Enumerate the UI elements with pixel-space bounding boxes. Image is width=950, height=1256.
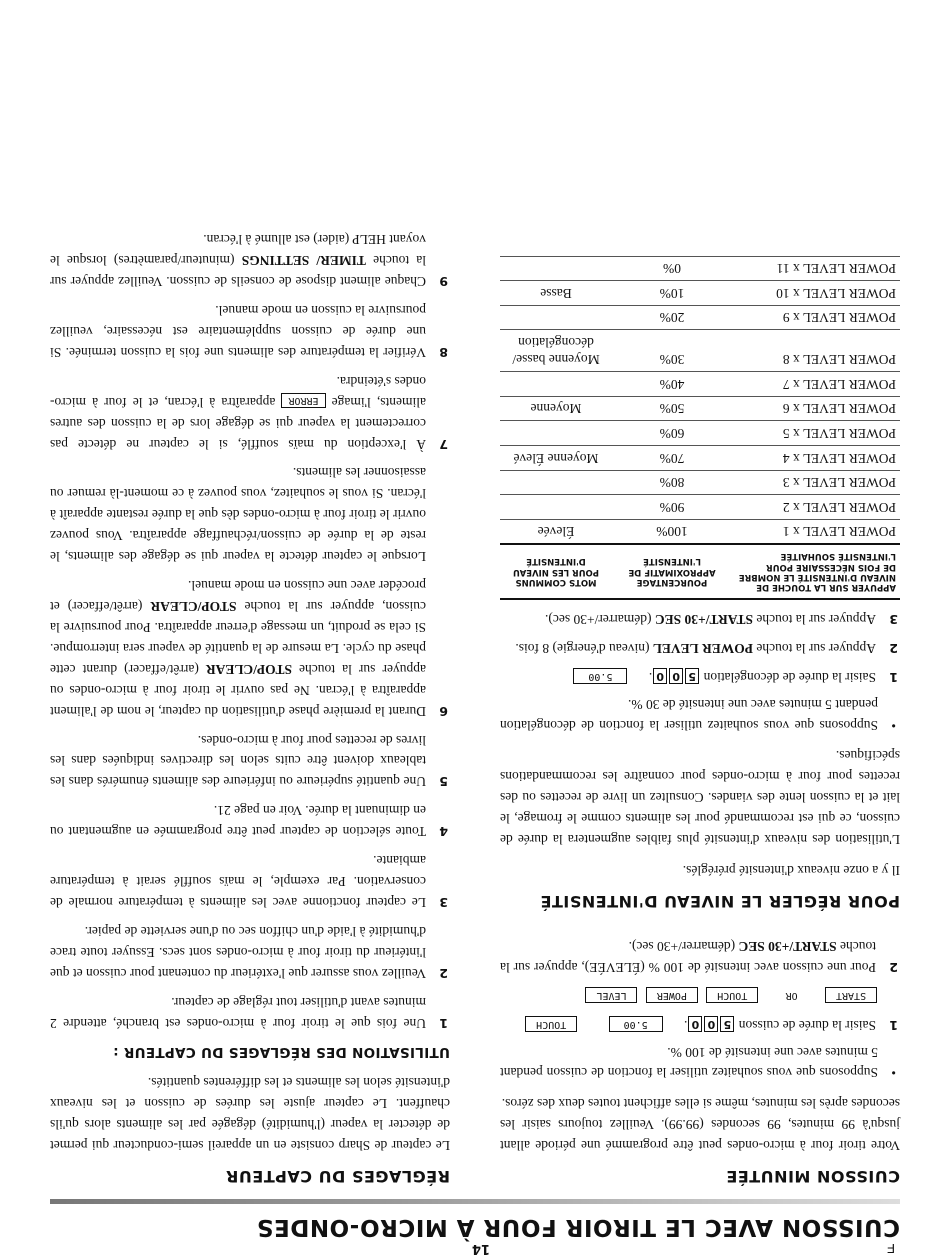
table-cell-level: POWER LEVEL x 9 <box>732 305 900 330</box>
start-key-name: START/+30 SEC <box>654 611 754 627</box>
digit-key-0: 0 <box>704 1016 718 1032</box>
item-text: Le capteur fonctionne avec les aliments à température normale de conservation. Par exemple, le maïs soufflé serait à température ambiante. <box>50 853 426 910</box>
cuisson-minutee-step-2 <box>500 935 900 977</box>
power-level-paragraph-2: L'utilisation des niveaux d'intensité plus faibles augmentera la durée de cuisson, ce qui est recommandé pour les aliments comme le fromage, le lait et la cuisson lente des viandes. Consultez un livre de recettes ou des recettes pour four à micro-ondes pour connaître les recommandations spécifiques. <box>500 748 900 848</box>
stop-clear-key-name: STOP/CLEAR <box>205 661 292 677</box>
item-number: 2 <box>439 965 448 981</box>
display-readout: 5.00 <box>609 1016 663 1032</box>
item-number: 6 <box>439 703 448 719</box>
sensor-item-7 <box>50 370 450 454</box>
digit-key-0: 0 <box>653 668 667 684</box>
item-7-text-end: apparaîtra à l'écran, et le four à micro-ondes s'éteindra. <box>50 373 426 410</box>
start-key: START <box>825 987 877 1003</box>
table-row <box>500 305 900 330</box>
item-6-text-mid: (arrêt/effacer) durant cette phase du cycle. La mesure de la quantité de vapeur sera interrompue. Si cela se produit, un message d'erreur apparaîtra. Pour poursuivre la cuisson, appuyer sur la touche <box>50 599 426 677</box>
stop-clear-key-name: STOP/CLEAR <box>150 599 237 614</box>
table-cell-word <box>500 305 612 330</box>
power-level-step-3 <box>500 608 900 629</box>
table-cell-level: POWER LEVEL x 10 <box>732 281 900 306</box>
page-number: 14 <box>471 1241 490 1256</box>
touch-key: TOUCH <box>525 1016 577 1032</box>
table-cell-level: POWER LEVEL x 4 <box>732 446 900 471</box>
sensor-item-2 <box>50 920 450 983</box>
table-row <box>500 470 900 495</box>
table-cell-word: Moyenne <box>500 396 612 421</box>
item-number: 1 <box>439 1015 448 1031</box>
power-level-key-name: POWER LEVEL <box>652 640 754 656</box>
item-6-text-end: (arrêt/effacer) et procéder avec une cuisson en mode manuel. <box>49 578 426 614</box>
table-cell-percentage: 50% <box>612 396 732 421</box>
table-cell-percentage: 30% <box>612 330 732 372</box>
table-cell-percentage: 100% <box>612 519 732 544</box>
table-cell-percentage: 10% <box>612 281 732 306</box>
table-cell-percentage: 80% <box>612 470 732 495</box>
step-number: 1 <box>889 1017 898 1033</box>
sensor-item-1 <box>50 991 450 1033</box>
table-cell-percentage: 60% <box>612 421 732 446</box>
table-row <box>500 281 900 306</box>
sensor-item-8 <box>50 299 450 362</box>
table-cell-level: POWER LEVEL x 6 <box>732 396 900 421</box>
item-number: 3 <box>439 894 448 910</box>
table-row <box>500 421 900 446</box>
digit-key-5: 5 <box>685 668 699 684</box>
table-cell-word: Basse <box>500 281 612 306</box>
table-body <box>500 256 900 544</box>
table-cell-percentage: 20% <box>612 305 732 330</box>
section-title-cuisson-minutee: CUISSON MINUTÉE <box>725 1167 900 1186</box>
table-cell-percentage: 90% <box>612 495 732 520</box>
item-number: 4 <box>439 824 448 840</box>
table-cell-level: POWER LEVEL x 3 <box>732 470 900 495</box>
cuisson-minutee-step-1: 1 Saisir la durée de cuisson 500. 5.00 TOUCH <box>500 1014 900 1035</box>
item-7-text: À l'exception du maïs soufflé, si le capteur ne détecte pas correctement la vapeur qui se dégage lors de la cuisson des autres aliments, l'image <box>50 394 426 452</box>
item-number: 9 <box>439 274 448 290</box>
digit-key-0: 0 <box>688 1016 702 1032</box>
table-cell-percentage: 40% <box>612 372 732 397</box>
sensor-item-3 <box>50 849 450 912</box>
item-text: Une quantité supérieure ou inférieure des aliments énumérés dans les tableaux doivent être cuits selon les directives indiquées dans les livres de recettes pour four à micro-ondes. <box>50 732 426 790</box>
item-6-text-2: Lorsque le capteur détecte la vapeur qui se dégage des aliments, le reste de la durée de cuisson/réchauffage apparaîtra. Vous pouvez ouvrir le tiroir four à micro-ondes dès que la durée restante apparaît à l'écran. Si vous le souhaitez, vous pouvez à ce moment-là remuer ou assaisonner les aliments. <box>50 465 426 565</box>
table-cell-word: Moyenne basse/ décongélation <box>500 330 612 372</box>
table-cell-percentage: 0% <box>612 256 732 281</box>
table-cell-word: Moyenne Élevé <box>500 446 612 471</box>
sensor-item-9 <box>50 228 450 291</box>
power-level-table <box>500 256 900 600</box>
step-1-text: Saisir la durée de cuisson <box>738 1017 876 1033</box>
digit-key-0: 0 <box>669 668 683 684</box>
table-cell-word <box>500 495 612 520</box>
touch-key: TOUCH <box>706 987 758 1003</box>
table-cell-word: Élevée <box>500 519 612 544</box>
table-cell-level: POWER LEVEL x 8 <box>732 330 900 372</box>
page-title: CUISSON AVEC LE TIROIR FOUR À MICRO-ONDES <box>256 1214 900 1240</box>
power-level-bullet: • Supposons que vous souhaitez utiliser la fonction de décongélation pendant 5 minutes avec une intensité de 30 %. <box>500 693 900 735</box>
sensor-item-4 <box>50 799 450 841</box>
title-rule <box>50 1199 900 1204</box>
section-title-niveau-intensite: POUR RÉGLER LE NIVEAU D'INTENSITÉ <box>540 891 900 911</box>
item-number: 5 <box>439 774 448 790</box>
power-level-paragraph-1: Il y a onze niveaux d'intensité préréglés. <box>682 863 900 879</box>
cuisson-minutee-intro: Votre tiroir four à micro-ondes peut être programmé une période allant jusqu'à 99 minutes, 99 secondes (99.99). Veuillez toujours saisir les secondes après les minutes, même si elles affichent toutes deux des zéros. <box>500 1096 900 1154</box>
error-display: ERROR <box>281 393 325 408</box>
step-number: 2 <box>889 640 898 656</box>
item-number: 8 <box>439 344 448 360</box>
item-text: Toute sélection de capteur peut être programmée en augmentant ou en diminuant la durée. Voir en page 21. <box>50 803 426 840</box>
table-cell-level: POWER LEVEL x 5 <box>732 421 900 446</box>
section-title-reglages-capteur: RÉGLAGES DU CAPTEUR <box>225 1167 450 1186</box>
table-row <box>500 372 900 397</box>
step-2-text-end: (démarrer/+30 sec). <box>628 938 739 954</box>
table-row <box>500 256 900 281</box>
step-2-text-end: (niveau d'énergie) 8 fois. <box>515 640 653 656</box>
step-number: 2 <box>889 959 898 975</box>
step-2-text: Appuyer sur la touche <box>753 640 876 656</box>
step-3-text: Appuyer sur la touche <box>753 611 876 627</box>
key-sequence <box>500 985 878 1006</box>
table-cell-level: POWER LEVEL x 7 <box>732 372 900 397</box>
step-number: 3 <box>889 611 898 627</box>
step-2-text: Pour une cuisson avec intensité de 100 % (ÉLEVÉE), appuyer sur la touche <box>500 938 876 975</box>
table-cell-word <box>500 421 612 446</box>
sensor-item-5 <box>50 729 450 792</box>
table-header-level: APPUYER SUR LA TOUCHE DE NIVEAU D'INTENSITÉ LE NOMBRE DE FOIS NÉCESSAIRE POUR L'INTENSITÉ SOUHAITÉE <box>732 544 900 599</box>
power-level-step-2 <box>500 637 900 658</box>
table-row <box>500 495 900 520</box>
table-row <box>500 330 900 372</box>
table-cell-percentage: 70% <box>612 446 732 471</box>
table-row <box>500 446 900 471</box>
level-key: LEVEL <box>586 987 638 1003</box>
section-title-utilisation-capteur: UTILISATION DES RÉGLAGES DU CAPTEUR : <box>112 1043 450 1060</box>
step-1-text: Saisir la durée de décongélation <box>703 669 876 685</box>
right-column <box>50 220 450 1188</box>
table-cell-word <box>500 256 612 281</box>
step-number: 1 <box>889 669 898 685</box>
power-key: POWER <box>646 987 698 1003</box>
table-row <box>500 519 900 544</box>
sensor-items <box>50 729 450 1033</box>
sensor-item-6-paragraph-2 <box>50 462 450 567</box>
table-cell-level: POWER LEVEL x 1 <box>732 519 900 544</box>
or-label: OR <box>785 989 798 1001</box>
item-6-text: Durant la première phase d'utilisation du capteur, le nom de l'aliment apparaîtra à l'écran. Ne pas ouvrir le tiroir four à micro-ondes ou appuyer sur la touche <box>50 661 426 719</box>
start-key-name: START/+30 SEC <box>738 938 837 954</box>
table-cell-word <box>500 470 612 495</box>
sensor-item-6 <box>50 574 450 720</box>
cuisson-minutee-bullet: • Supposons que vous souhaitez utiliser la fonction de cuisson pendant 5 minutes avec une intensité de 100 %. <box>500 1041 900 1083</box>
digit-key-5: 5 <box>720 1016 734 1032</box>
table-header-row <box>500 544 900 599</box>
item-text: Une fois que le tiroir four à micro-ondes est branché, attendre 2 minutes avant d'utiliser tout réglage de capteur. <box>50 994 426 1031</box>
item-9-text: Chaque aliment dispose de conseils de cuisson. Veuillez appuyer sur la touche <box>50 253 426 290</box>
table-cell-word <box>500 372 612 397</box>
left-column <box>500 256 900 1188</box>
sensor-intro: Le capteur de Sharp consiste en un appareil semi-conducteur qui permet de détecter la vapeur (l'humidité) dégagée par les aliments alors qu'ils chauffent. Le capteur ajuste les durées de cuisson et les niveaux d'intensité selon les aliments et les différentes quantités. <box>50 1075 450 1154</box>
step-3-text-end: (démarrer/+30 sec). <box>544 611 655 627</box>
page-letter: F <box>887 1241 895 1256</box>
table-header-words: MOTS COMMUNS POUR LES NIVEAU D'INTENSITÉ <box>500 544 612 599</box>
timer-settings-key-name: TIMER/ SETTINGS <box>241 253 366 269</box>
table-cell-level: POWER LEVEL x 2 <box>732 495 900 520</box>
table-header-percentage: POURCENTAGE APPROXIMATIF DE L'INTENSITÉ <box>612 544 732 599</box>
item-text: Veuillez vous assurer que l'extérieur du contenant pour cuisson et que l'intérieur du tiroir four à micro-ondes sont secs. Essuyer toute trace d'humidité à l'aide d'un chiffon sec ou d'une serviette de papier. <box>50 923 426 981</box>
item-8-text: Vérifier la température des aliments une fois la cuisson terminée. Si une durée de cuisson supplémentaire est nécessaire, veuillez poursuivre la cuisson en mode manuel. <box>50 303 426 360</box>
item-number: 7 <box>439 436 448 452</box>
power-level-step-1: 1 Saisir la durée de décongélation 500. 5.00 <box>500 666 900 687</box>
display-readout: 5.00 <box>573 668 627 684</box>
item-9-text-end: (minuteur/paramètres) lorsque le voyant HELP (aider) est allumé à l'écran. <box>50 232 426 269</box>
table-row <box>500 396 900 421</box>
table-cell-level: POWER LEVEL x 11 <box>732 256 900 281</box>
